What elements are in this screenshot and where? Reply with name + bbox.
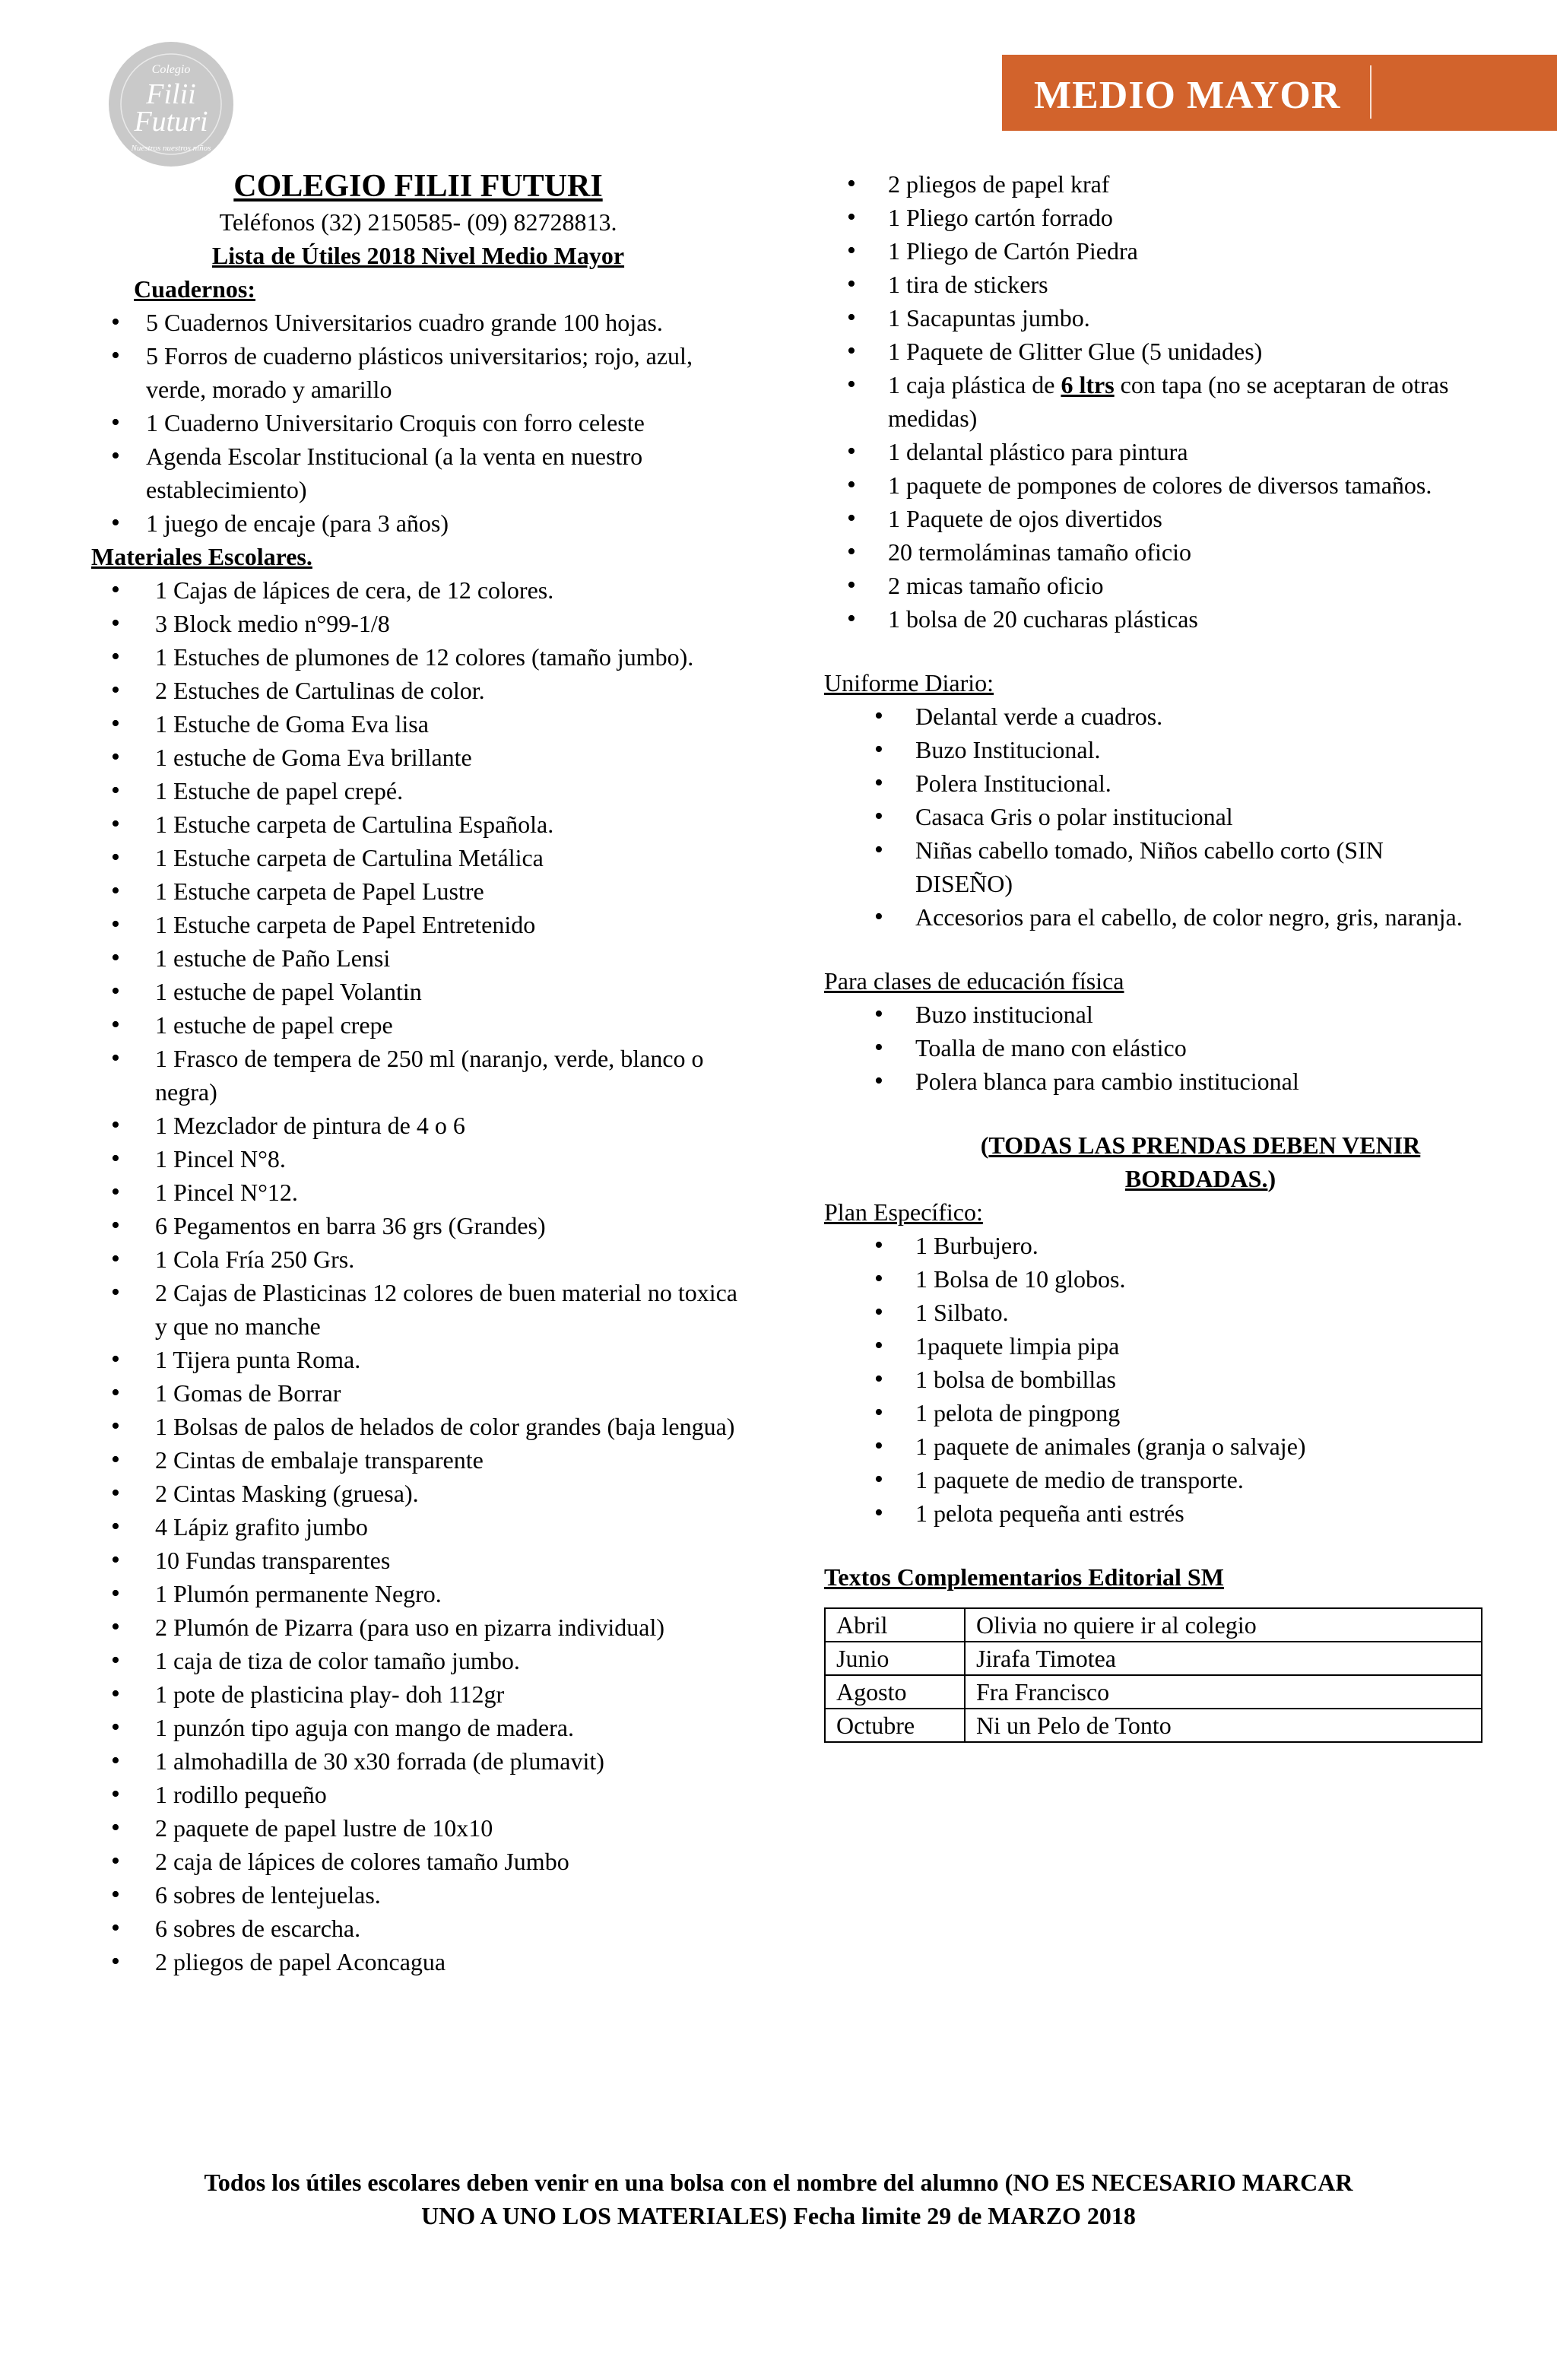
list-item: • 2 caja de lápices de colores tamaño Jumbo xyxy=(91,1845,745,1878)
list-item: • 6 sobres de lentejuelas. xyxy=(91,1878,745,1912)
list-item: • 1paquete limpia pipa xyxy=(824,1329,1486,1363)
caja-text-pre: 1 caja plástica de xyxy=(888,371,1061,398)
list-item: • 1 Pliego de Cartón Piedra xyxy=(824,234,1486,268)
list-item: • 1 Pincel N°12. xyxy=(91,1176,745,1209)
list-item: • 1 Estuche carpeta de Papel Entretenido xyxy=(91,908,745,941)
plan-list xyxy=(824,1229,1486,1530)
list-item: • 5 Forros de cuaderno plásticos universitarios; rojo, azul, verde, morado y amarillo xyxy=(91,339,745,406)
list-item: • Polera blanca para cambio institucional xyxy=(824,1065,1486,1098)
list-item: • Agenda Escolar Institucional (a la venta en nuestro establecimiento) xyxy=(91,440,745,506)
list-item: • 1 Cuaderno Universitario Croquis con forro celeste xyxy=(91,406,745,440)
list-item: • 1 Tijera punta Roma. xyxy=(91,1343,745,1376)
footer-note xyxy=(76,2166,1481,2232)
list-item: • Delantal verde a cuadros. xyxy=(824,700,1486,733)
list-item: • 1 juego de encaje (para 3 años) xyxy=(91,506,745,540)
right-column xyxy=(824,167,1486,1743)
phone-numbers: Teléfonos (32) 2150585- (09) 82728813. xyxy=(219,208,617,236)
list-item: • Niñas cabello tomado, Niños cabello corto (SIN DISEÑO) xyxy=(824,833,1486,900)
banner-divider xyxy=(1370,65,1371,119)
school-name: COLEGIO FILII FUTURI xyxy=(233,169,603,204)
list-item: • 1 Burbujero. xyxy=(824,1229,1486,1262)
table-row xyxy=(825,1642,1482,1675)
list-item: • 2 Cajas de Plasticinas 12 colores de buen material no toxica y que no manche xyxy=(91,1276,745,1343)
list-item: • 1 Frasco de tempera de 250 ml (naranjo, verde, blanco o negra) xyxy=(91,1042,745,1109)
materiales-heading: Materiales Escolares. xyxy=(91,543,312,570)
list-item: • 1 Pliego cartón forrado xyxy=(824,201,1486,234)
list-item: • 1 Gomas de Borrar xyxy=(91,1376,745,1410)
list-item: • 1 Bolsas de palos de helados de color grandes (baja lengua) xyxy=(91,1410,745,1443)
list-item: • 2 micas tamaño oficio xyxy=(824,569,1486,602)
list-item: • Accesorios para el cabello, de color negro, gris, naranja. xyxy=(824,900,1486,934)
list-item: • 2 pliegos de papel Aconcagua xyxy=(91,1945,745,1979)
prendas-note-text: TODAS LAS PRENDAS DEBEN VENIR BORDADAS. xyxy=(988,1131,1421,1192)
list-item: • 1 Estuche de papel crepé. xyxy=(91,774,745,808)
list-item: • 1 Estuches de plumones de 12 colores (tamaño jumbo). xyxy=(91,640,745,674)
materiales-list xyxy=(91,573,745,1979)
list-item: • 2 Plumón de Pizarra (para uso en pizarra individual) xyxy=(91,1610,745,1644)
logo-word-1: Filii xyxy=(146,78,196,110)
list-item: • 1 Sacapuntas jumbo. xyxy=(824,301,1486,335)
list-item: • 1 Estuche carpeta de Cartulina Metálica xyxy=(91,841,745,874)
list-item: • Buzo institucional xyxy=(824,998,1486,1031)
list-item: • 2 Estuches de Cartulinas de color. xyxy=(91,674,745,707)
list-item: • Casaca Gris o polar institucional xyxy=(824,800,1486,833)
list-item: • 1 Cajas de lápices de cera, de 12 colores. xyxy=(91,573,745,607)
table-cell-title: Fra Francisco xyxy=(965,1675,1482,1709)
left-column xyxy=(91,167,745,1979)
list-item: • 2 pliegos de papel kraf xyxy=(824,167,1486,201)
table-cell-month: Octubre xyxy=(825,1709,965,1742)
table-row xyxy=(825,1709,1482,1742)
list-item: • 1 Paquete de Glitter Glue (5 unidades) xyxy=(824,335,1486,368)
educacion-fisica-heading: Para clases de educación física xyxy=(824,967,1124,995)
list-item: • 1 Estuche carpeta de Papel Lustre xyxy=(91,874,745,908)
banner-title: MEDIO MAYOR xyxy=(1034,74,1341,117)
plan-heading: Plan Específico: xyxy=(824,1198,983,1226)
list-item: • 1 caja de tiza de color tamaño jumbo. xyxy=(91,1644,745,1677)
list-item: • 1 Estuche carpeta de Cartulina Española. xyxy=(91,808,745,841)
footer-line-1: Todos los útiles escolares deben venir en una bolsa con el nombre del alumno (NO ES NECESARIO MARCAR xyxy=(204,2169,1353,2196)
list-title: Lista de Útiles 2018 Nivel Medio Mayor xyxy=(211,242,625,269)
list-item: • 1 estuche de papel crepe xyxy=(91,1008,745,1042)
list-item: • 10 Fundas transparentes xyxy=(91,1544,745,1577)
list-item: • 6 sobres de escarcha. xyxy=(91,1912,745,1945)
textos-heading: Textos Complementarios Editorial SM xyxy=(824,1563,1224,1591)
list-item: • 1 Pincel N°8. xyxy=(91,1142,745,1176)
table-cell-month: Agosto xyxy=(825,1675,965,1709)
logo-motto: Nuestros nuestros niños xyxy=(131,144,211,153)
list-item: • 2 paquete de papel lustre de 10x10 xyxy=(91,1811,745,1845)
table-cell-title: Jirafa Timotea xyxy=(965,1642,1482,1675)
caja-text-post: con tapa (no se aceptaran de otras medidas) xyxy=(888,371,1449,432)
logo-word-2: Futuri xyxy=(134,106,208,138)
caja-size: 6 ltrs xyxy=(1061,371,1115,398)
list-item: • 1 pelota pequeña anti estrés xyxy=(824,1496,1486,1530)
list-item: • 1 rodillo pequeño xyxy=(91,1778,745,1811)
level-banner xyxy=(1002,55,1557,131)
list-item: • 1 delantal plástico para pintura xyxy=(824,435,1486,468)
list-item-caja xyxy=(824,368,1486,435)
cuadernos-heading: Cuadernos: xyxy=(134,275,256,303)
list-item: • Polera Institucional. xyxy=(824,766,1486,800)
list-item: • 1 pote de plasticina play- doh 112gr xyxy=(91,1677,745,1711)
list-item: • 1 paquete de medio de transporte. xyxy=(824,1463,1486,1496)
list-item: • 1 estuche de Paño Lensi xyxy=(91,941,745,975)
list-item: • 5 Cuadernos Universitarios cuadro grande 100 hojas. xyxy=(91,306,745,339)
list-item: • 1 bolsa de 20 cucharas plásticas xyxy=(824,602,1486,636)
list-item: • 6 Pegamentos en barra 36 grs (Grandes) xyxy=(91,1209,745,1242)
list-item: • 20 termoláminas tamaño oficio xyxy=(824,535,1486,569)
list-item: • Toalla de mano con elástico xyxy=(824,1031,1486,1065)
list-item: • 3 Block medio n°99-1/8 xyxy=(91,607,745,640)
uniforme-heading: Uniforme Diario: xyxy=(824,669,994,697)
list-item: • 1 Silbato. xyxy=(824,1296,1486,1329)
prendas-close-paren: ) xyxy=(1267,1165,1276,1192)
list-item: • 1 bolsa de bombillas xyxy=(824,1363,1486,1396)
prendas-open-paren: ( xyxy=(980,1131,989,1159)
educacion-fisica-list xyxy=(824,998,1486,1098)
table-cell-month: Junio xyxy=(825,1642,965,1675)
list-item: • 1 Mezclador de pintura de 4 o 6 xyxy=(91,1109,745,1142)
list-item: • 1 paquete de pompones de colores de diversos tamaños. xyxy=(824,468,1486,502)
footer-line-2: UNO A UNO LOS MATERIALES) Fecha limite 29 de MARZO 2018 xyxy=(421,2202,1136,2229)
list-item: • 1 Estuche de Goma Eva lisa xyxy=(91,707,745,741)
prendas-note xyxy=(824,1128,1486,1195)
logo-top-text: Colegio xyxy=(151,63,191,76)
list-item: • 1 estuche de Goma Eva brillante xyxy=(91,741,745,774)
list-item: • 2 Cintas Masking (gruesa). xyxy=(91,1477,745,1510)
cuadernos-list xyxy=(91,306,745,540)
list-item: • 1 punzón tipo aguja con mango de madera. xyxy=(91,1711,745,1744)
list-item: • 1 estuche de papel Volantin xyxy=(91,975,745,1008)
list-item: • 1 pelota de pingpong xyxy=(824,1396,1486,1430)
list-item: • 1 paquete de animales (granja o salvaje) xyxy=(824,1430,1486,1463)
table-cell-month: Abril xyxy=(825,1608,965,1642)
textos-table xyxy=(824,1607,1482,1743)
materiales-continued-list xyxy=(824,167,1486,636)
table-cell-title: Olivia no quiere ir al colegio xyxy=(965,1608,1482,1642)
list-item: • 4 Lápiz grafito jumbo xyxy=(91,1510,745,1544)
list-item: • Buzo Institucional. xyxy=(824,733,1486,766)
list-item: • 1 Bolsa de 10 globos. xyxy=(824,1262,1486,1296)
list-item: • 1 Cola Fría 250 Grs. xyxy=(91,1242,745,1276)
list-item: • 2 Cintas de embalaje transparente xyxy=(91,1443,745,1477)
list-item: • 1 tira de stickers xyxy=(824,268,1486,301)
table-cell-title: Ni un Pelo de Tonto xyxy=(965,1709,1482,1742)
uniforme-list xyxy=(824,700,1486,934)
table-row xyxy=(825,1608,1482,1642)
school-logo xyxy=(106,40,236,169)
table-row xyxy=(825,1675,1482,1709)
list-item: • 1 Plumón permanente Negro. xyxy=(91,1577,745,1610)
list-item: • 1 almohadilla de 30 x30 forrada (de plumavit) xyxy=(91,1744,745,1778)
list-item: • 1 Paquete de ojos divertidos xyxy=(824,502,1486,535)
